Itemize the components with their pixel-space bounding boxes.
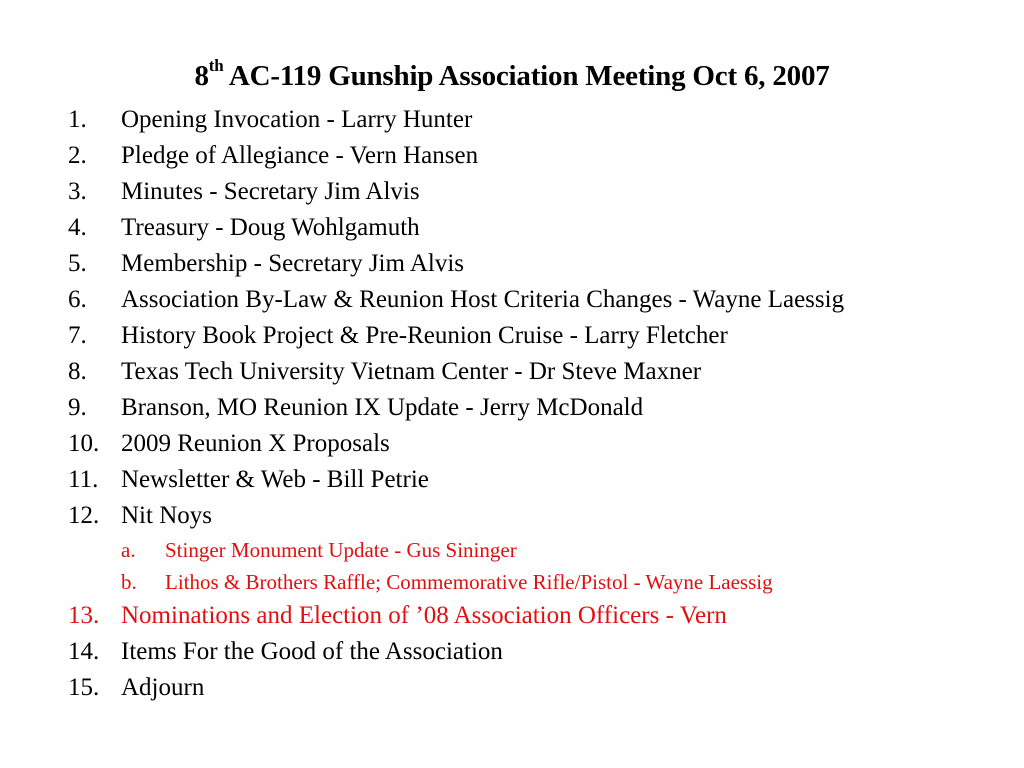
agenda-item-text: Treasury - Doug Wohlgamuth [121, 214, 420, 241]
agenda-item-10 [0, 426, 1024, 462]
agenda-item-text: Adjourn [121, 674, 205, 701]
title-prefix: 8 [194, 60, 209, 93]
agenda-item-text: History Book Project & Pre-Reunion Cruise - Larry Fletcher [121, 322, 728, 349]
agenda-subitem-letter: b. [121, 570, 137, 594]
agenda-item-4 [0, 210, 1024, 246]
agenda-item-number: 15. [68, 674, 100, 701]
agenda-item-number: 11. [68, 466, 99, 493]
agenda-item-number: 10. [68, 430, 100, 457]
agenda-item-text: Items For the Good of the Association [121, 638, 503, 665]
agenda-item-3 [0, 174, 1024, 210]
agenda-item-13 [0, 598, 1024, 634]
agenda-item-text: Newsletter & Web - Bill Petrie [121, 466, 429, 493]
agenda-item-11 [0, 462, 1024, 498]
agenda-item-number: 4. [68, 214, 87, 241]
agenda-item-8 [0, 354, 1024, 390]
agenda-item-number: 9. [68, 394, 87, 421]
agenda-subitem-letter: a. [121, 538, 136, 562]
agenda-item-number: 1. [68, 106, 87, 133]
agenda-item-number: 14. [68, 638, 100, 665]
agenda-item-number: 5. [68, 250, 87, 277]
agenda-item-5 [0, 246, 1024, 282]
page-title [0, 55, 1024, 94]
agenda-item-text: Nominations and Election of ’08 Association Officers - Vern [121, 602, 727, 629]
agenda-item-1 [0, 102, 1024, 138]
agenda-item-text: Minutes - Secretary Jim Alvis [121, 178, 420, 205]
title-superscript: th [208, 55, 224, 75]
agenda-item-number: 6. [68, 286, 87, 313]
agenda-item-number: 8. [68, 358, 87, 385]
agenda-item-14 [0, 634, 1024, 670]
agenda-item-12 [0, 498, 1024, 534]
agenda-item-number: 13. [68, 602, 100, 629]
agenda-item-text: 2009 Reunion X Proposals [121, 430, 390, 457]
agenda-item-text: Texas Tech University Vietnam Center - Dr Steve Maxner [121, 358, 702, 385]
agenda-item-number: 12. [68, 502, 100, 529]
title-rest: AC-119 Gunship Association Meeting Oct 6, 2007 [223, 60, 830, 93]
agenda-item-2 [0, 138, 1024, 174]
agenda-item-6 [0, 282, 1024, 318]
agenda-item-number: 2. [68, 142, 87, 169]
agenda-subitem-a [0, 534, 1024, 566]
agenda-item-text: Opening Invocation - Larry Hunter [121, 106, 473, 133]
agenda-item-9 [0, 390, 1024, 426]
agenda-item-text: Branson, MO Reunion IX Update - Jerry McDonald [121, 394, 644, 421]
agenda-item-text: Nit Noys [121, 502, 212, 529]
agenda-item-text: Membership - Secretary Jim Alvis [121, 250, 464, 277]
agenda-item-number: 7. [68, 322, 87, 349]
agenda-item-text: Pledge of Allegiance - Vern Hansen [121, 142, 479, 169]
agenda-item-15 [0, 670, 1024, 706]
agenda-item-text: Association By-Law & Reunion Host Criteria Changes - Wayne Laessig [121, 286, 845, 313]
agenda-subitem-text: Stinger Monument Update - Gus Sininger [165, 538, 517, 562]
agenda-list [0, 102, 1024, 706]
agenda-item-number: 3. [68, 178, 87, 205]
agenda-subitem-b [0, 566, 1024, 598]
agenda-subitem-text: Lithos & Brothers Raffle; Commemorative Rifle/Pistol - Wayne Laessig [165, 570, 773, 594]
agenda-item-7 [0, 318, 1024, 354]
